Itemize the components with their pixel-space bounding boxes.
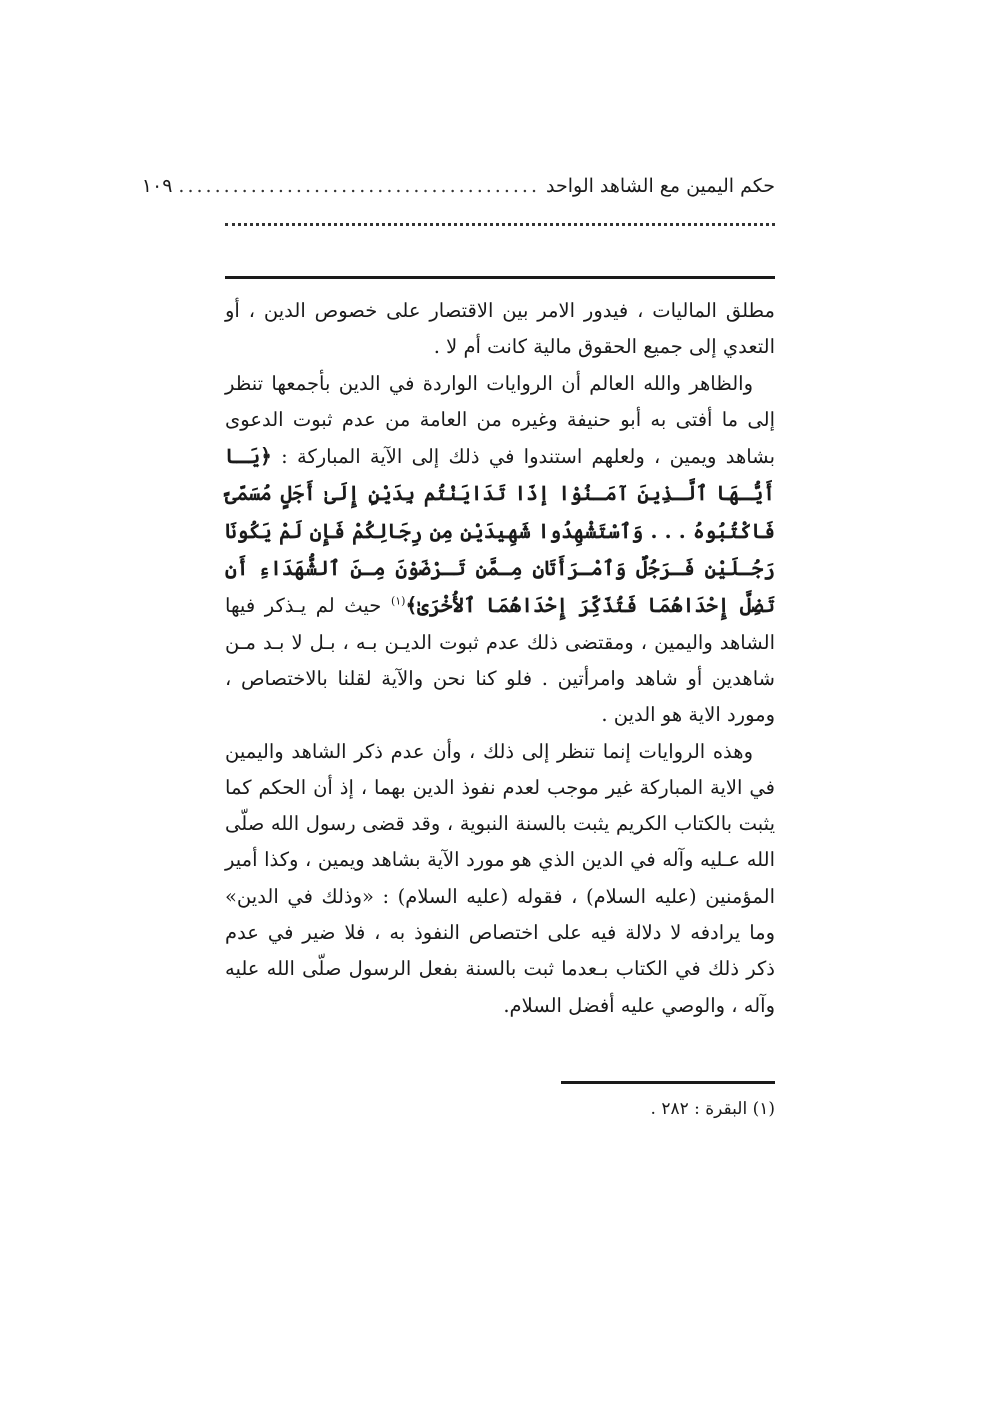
paragraph-3: وهذه الروايات إنما تنظر إلى ذلك ، وأن عدم ذكر الشاهد واليمين في الاية المباركة غير موجب لعدم نفوذ الدين بهما ، إذ أن الحكم كما يثبت بالكتاب الكريم يثبت بالسنة النبوية ، وقد قضى رسول الله صلّى الله عـليه وآله في الدين الذي هو مورد الآية بشاهد ويمين ، وكذا أمير المؤمنين (عليه السلام) ، فقوله (عليه السلام) : «وذلك في الدين» وما يرادفه لا دلالة فيه على اختصاص النفوذ به ، فلا ضير في عدم ذكر ذلك في الكتاب بـعدما ثبت بالسنة بفعل الرسول صلّى الله عليه وآله ، والوصي عليه أفضل السلام.	[225, 739, 775, 1017]
dotted-rule	[225, 223, 775, 226]
footnote-marker: (١)	[390, 594, 406, 608]
paragraph-1: مطلق الماليات ، فيدور الامر بين الاقتصار على خصوص الدين ، أو التعدي إلى جميع الحقوق مالية كانت أم لا .	[225, 299, 775, 359]
footnote: (١) البقرة : ٢٨٢ .	[650, 1099, 775, 1119]
header-rule	[225, 276, 775, 279]
verse-open-bracket: ﴿	[260, 444, 272, 469]
leader-dots: ........................................	[178, 175, 540, 197]
footnote-rule	[561, 1081, 775, 1084]
book-page	[141, 0, 775, 1403]
paragraph-2-intro: والظاهر والله العالم أن الروايات الواردة في الدين بأجمعها تنظر إلى ما أفتى به أبو حنيفة وغيره من العامة من عدم ثبوت الدعوى بشاهد ويمين ، ولعلهم استندوا في ذلك إلى الآية المباركة :	[225, 371, 775, 469]
body-text	[225, 293, 775, 1024]
verse-close-bracket: ﴾	[405, 593, 418, 618]
paragraph-2-rest: حيث لم يـذكر فيها الشاهد واليمين ، ومقتضى ذلك عدم ثبوت الديـن بـه ، بـل لا بـد مـن شاهدين أو شاهد وامرأتين . فلو كنا نحن والآية لقلنا بالاختصاص ، ومورد الاية هو الدين .	[225, 594, 775, 727]
page-number: ١٠٩	[141, 175, 173, 197]
running-title: حكم اليمين مع الشاهد الواحد	[546, 175, 775, 197]
paragraph-2	[225, 366, 775, 734]
running-header	[141, 170, 775, 202]
quran-verse: يَـا أَيُّـهَا ٱلَّـذِينَ آمَـنُوْا إذَا تَدَايَنْتُم بِدَيْنٍ إِلَىٰ أَجَلٍ مُسَمّىً فَاكْتُبُوهُ . . . وَٱسْتَشْهِدُوا شَهِيدَيْنِ مِن رِجَالِكُمْ فَإِن لَمْ يَكُونَا رَجُـلَيْنِ فَـرَجُلٌ وَٱمْـرَأَتَانِ مِـمَّن تَـرْضَوْنَ مِـنَ ٱلشُّهَدَاءِ أَن تَضِلَّ إِحْدَاهُمَا فَتُذَكِّرَ إِحْدَاهُمَا ٱلأُخْرَىٰ	[225, 444, 775, 618]
